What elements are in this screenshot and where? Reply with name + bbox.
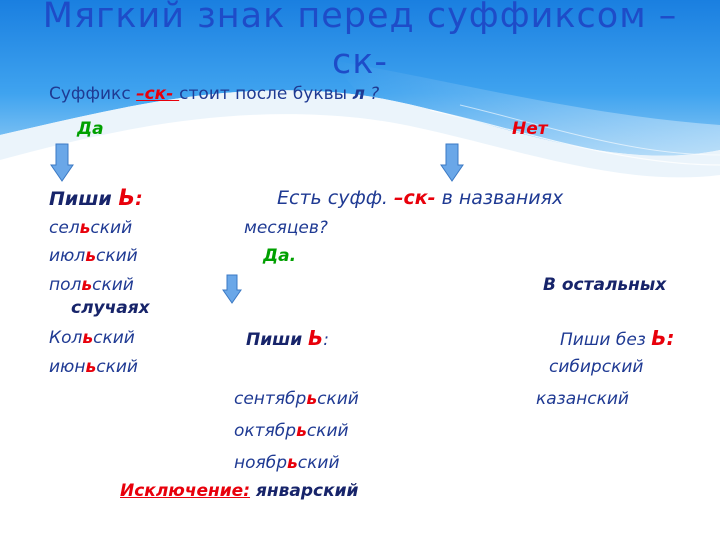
write-without-soft-sign (560, 326, 674, 350)
word-soft-sign: ь (82, 328, 94, 348)
months-answer-yes: Да. (263, 246, 297, 266)
question-middle: стоит после буквы (179, 84, 353, 104)
page-title (0, 0, 720, 36)
exception-word: январский (255, 481, 359, 501)
exception-line (120, 481, 358, 501)
title-line-1: Мягкий знак перед суффиксом – (42, 0, 678, 36)
write-with-label: Пиши (246, 330, 309, 350)
word-part: пол (49, 275, 82, 295)
write-with-sign: Ь (308, 326, 324, 350)
word-part: ский (306, 421, 349, 441)
word-part: ский (93, 328, 135, 348)
word-soft-sign: ь (79, 218, 91, 238)
question-end: ? (364, 84, 380, 104)
exception-label: Исключение: (120, 481, 251, 501)
answer-no: Нет (512, 119, 548, 139)
write-without-label: Пиши без (560, 330, 652, 350)
question-prefix: Суффикс (49, 84, 137, 104)
word-polskiy (49, 275, 134, 295)
word-part: июн (49, 357, 86, 377)
word-oktyabrskiy (234, 421, 349, 441)
word-part: ский (317, 389, 359, 409)
months-question-pre: Есть суфф. (277, 187, 395, 209)
question-line (49, 84, 379, 104)
question-suffix: –ск- (136, 84, 180, 104)
word-part: июл (49, 246, 86, 266)
question-letter: л (352, 84, 365, 104)
write-soft-sign-heading (49, 186, 143, 211)
other-cases-line-1: В остальных (543, 275, 667, 295)
word-sibirskiy: сибирский (549, 357, 644, 377)
word-part: ноябр (234, 453, 288, 473)
word-part: Кол (49, 328, 83, 348)
word-part: ский (297, 453, 340, 473)
word-kolskiy (49, 328, 135, 348)
other-cases-line-2: случаях (71, 298, 150, 318)
word-soft-sign: ь (81, 275, 93, 295)
word-part: ский (96, 357, 138, 377)
page-title-continuation (0, 42, 720, 82)
write-with-soft-sign (246, 326, 329, 350)
word-soft-sign: ь (296, 421, 307, 441)
arrow-down-no-icon (440, 143, 464, 183)
word-part: ский (90, 218, 133, 238)
write-without-sign: Ь: (651, 326, 675, 350)
word-iyunskiy (49, 357, 138, 377)
word-selskiy (49, 218, 132, 238)
word-part: ский (92, 275, 134, 295)
months-question-line-2: месяцев? (244, 218, 328, 238)
months-question-post: в названиях (435, 187, 564, 209)
months-question (277, 187, 563, 209)
arrow-down-yes-months-icon (222, 274, 242, 304)
soft-sign: Ь (118, 186, 136, 211)
write-with-colon: : (323, 330, 330, 350)
word-noyabrskiy (234, 453, 340, 473)
word-kazanskiy: казанский (536, 389, 629, 409)
title-line-2: ск- (331, 42, 388, 82)
word-iyulskiy (49, 246, 138, 266)
word-soft-sign: ь (306, 389, 318, 409)
word-soft-sign: ь (287, 453, 298, 473)
months-question-suffix: –ск- (394, 187, 436, 209)
word-part: сентябр (234, 389, 307, 409)
word-sentyabrskiy (234, 389, 359, 409)
word-soft-sign: ь (85, 246, 96, 266)
answer-yes: Да (77, 119, 104, 139)
write-label: Пиши (49, 188, 119, 210)
word-part: октябр (234, 421, 297, 441)
word-soft-sign: ь (85, 357, 97, 377)
heading-colon: : (135, 188, 143, 210)
arrow-down-yes-icon (50, 143, 74, 183)
word-part: ский (95, 246, 138, 266)
word-part: сел (49, 218, 80, 238)
